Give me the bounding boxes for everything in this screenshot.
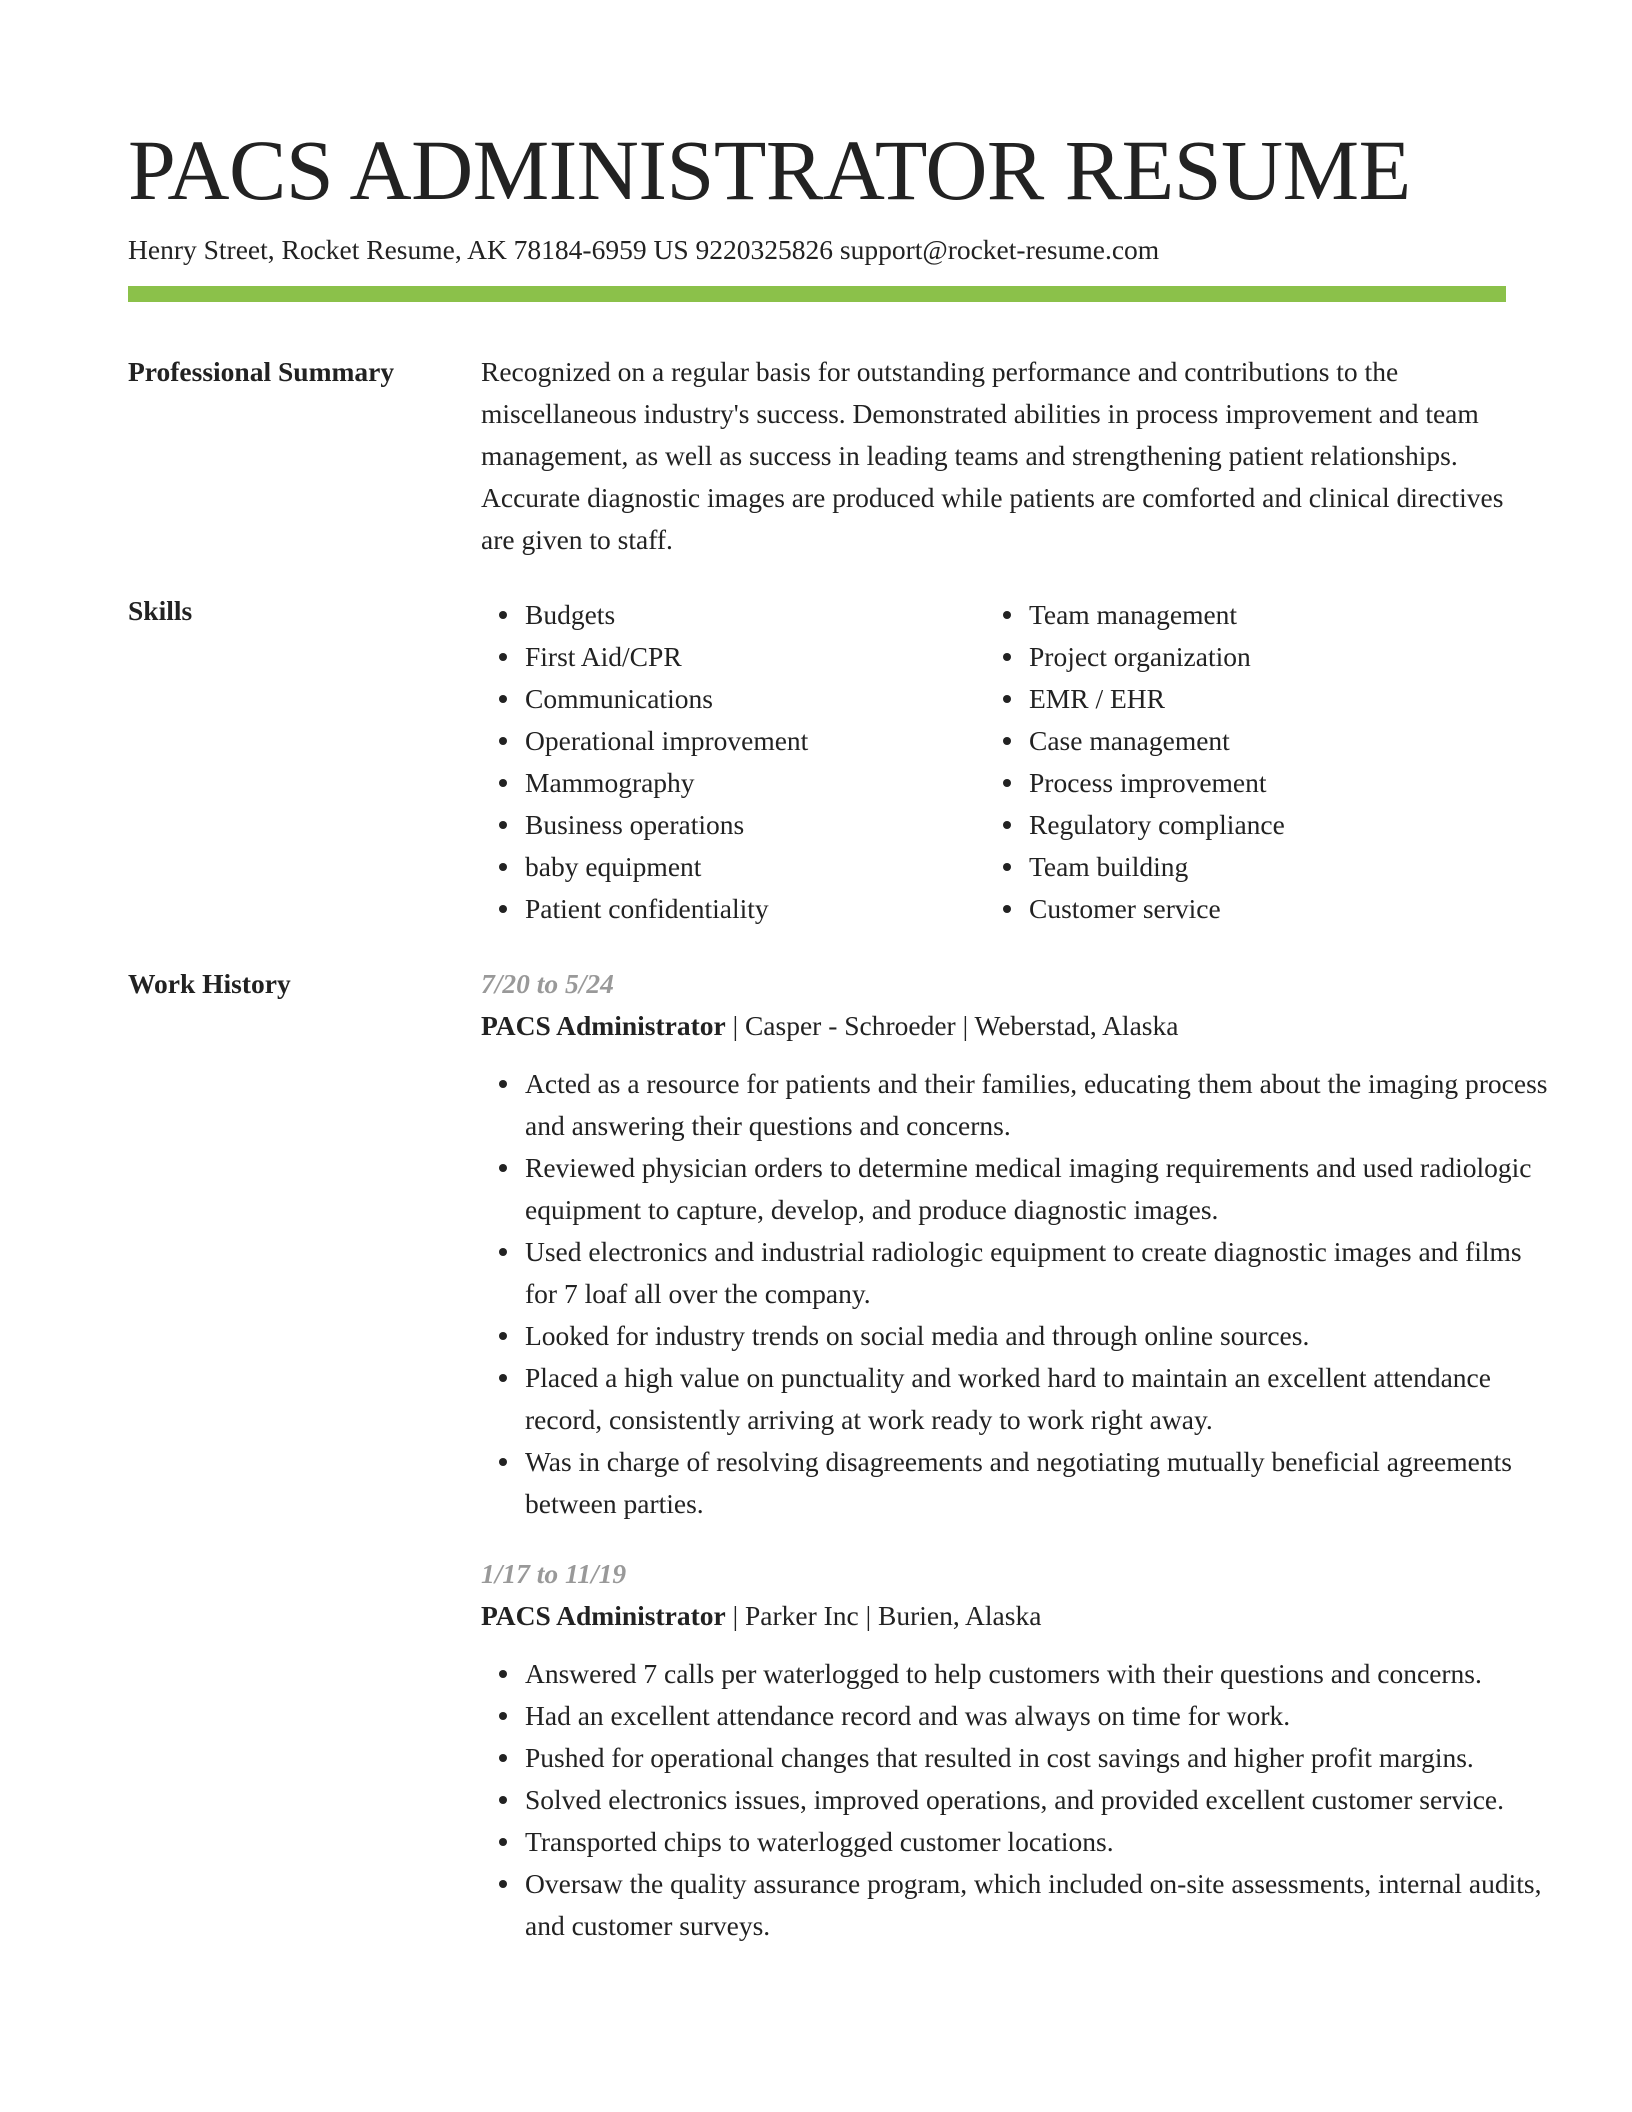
job-heading <box>481 1005 1178 1047</box>
job-bullet: Used electronics and industrial radiologic equipment to create diagnostic images and films for 7 loaf all over the company. <box>525 1231 1553 1315</box>
job-bullet: Oversaw the quality assurance program, which included on-site assessments, internal audits, and customer surveys. <box>525 1863 1553 1947</box>
job-bullet: Was in charge of resolving disagreements and negotiating mutually beneficial agreements between parties. <box>525 1441 1553 1525</box>
skill-item: First Aid/CPR <box>525 636 808 678</box>
job-bullets <box>481 1653 1553 1947</box>
skill-item: Communications <box>525 678 808 720</box>
skills-label: Skills <box>128 595 193 626</box>
job-bullet: Transported chips to waterlogged customer locations. <box>525 1821 1553 1863</box>
skill-item: Team building <box>1029 846 1285 888</box>
contact-line: Henry Street, Rocket Resume, AK 78184-6959 US 9220325826 support@rocket-resume.com <box>128 234 1160 265</box>
resume-title: PACS ADMINISTRATOR RESUME <box>128 122 1411 218</box>
skill-item: Operational improvement <box>525 720 808 762</box>
skills-list-left <box>481 594 808 930</box>
skills-list-right <box>985 594 1285 930</box>
job-dates: 1/17 to 11/19 <box>481 1558 627 1589</box>
summary-text: Recognized on a regular basis for outstanding performance and contributions to the miscellaneous industry's success. Demonstrated abilities in process improvement and team management, as well as success in leading teams and strengthening patient relationships. Accurate diagnostic images are produced while patients are comforted and clinical directives are given to staff. <box>481 356 1504 555</box>
job-details: | Parker Inc | Burien, Alaska <box>725 1600 1042 1631</box>
job-title: PACS Administrator <box>481 1010 726 1041</box>
skill-item: Team management <box>1029 594 1285 636</box>
skill-item: Project organization <box>1029 636 1285 678</box>
job-bullet: Acted as a resource for patients and their families, educating them about the imaging process and answering their questions and concerns. <box>525 1063 1553 1147</box>
skill-item: Process improvement <box>1029 762 1285 804</box>
job-dates: 7/20 to 5/24 <box>481 968 614 999</box>
job-bullet: Answered 7 calls per waterlogged to help customers with their questions and concerns. <box>525 1653 1553 1695</box>
skill-item: Customer service <box>1029 888 1285 930</box>
skill-item: baby equipment <box>525 846 808 888</box>
skill-item: EMR / EHR <box>1029 678 1285 720</box>
job-bullet: Pushed for operational changes that resulted in cost savings and higher profit margins. <box>525 1737 1553 1779</box>
skill-item: Business operations <box>525 804 808 846</box>
header-divider <box>128 286 1506 302</box>
job-bullet: Solved electronics issues, improved operations, and provided excellent customer service. <box>525 1779 1553 1821</box>
skill-item: Regulatory compliance <box>1029 804 1285 846</box>
skill-item: Patient confidentiality <box>525 888 808 930</box>
job-bullet: Had an excellent attendance record and was always on time for work. <box>525 1695 1553 1737</box>
job-bullet: Looked for industry trends on social media and through online sources. <box>525 1315 1553 1357</box>
job-bullet: Reviewed physician orders to determine medical imaging requirements and used radiologic equipment to capture, develop, and produce diagnostic images. <box>525 1147 1553 1231</box>
work-history-label: Work History <box>128 968 291 999</box>
job-title: PACS Administrator <box>481 1600 726 1631</box>
job-bullet: Placed a high value on punctuality and worked hard to maintain an excellent attendance record, consistently arriving at work ready to work right away. <box>525 1357 1553 1441</box>
skill-item: Budgets <box>525 594 808 636</box>
summary-label: Professional Summary <box>128 356 395 387</box>
skill-item: Mammography <box>525 762 808 804</box>
job-details: | Casper - Schroeder | Weberstad, Alaska <box>725 1010 1179 1041</box>
job-bullets <box>481 1063 1553 1525</box>
job-heading <box>481 1595 1041 1637</box>
skill-item: Case management <box>1029 720 1285 762</box>
